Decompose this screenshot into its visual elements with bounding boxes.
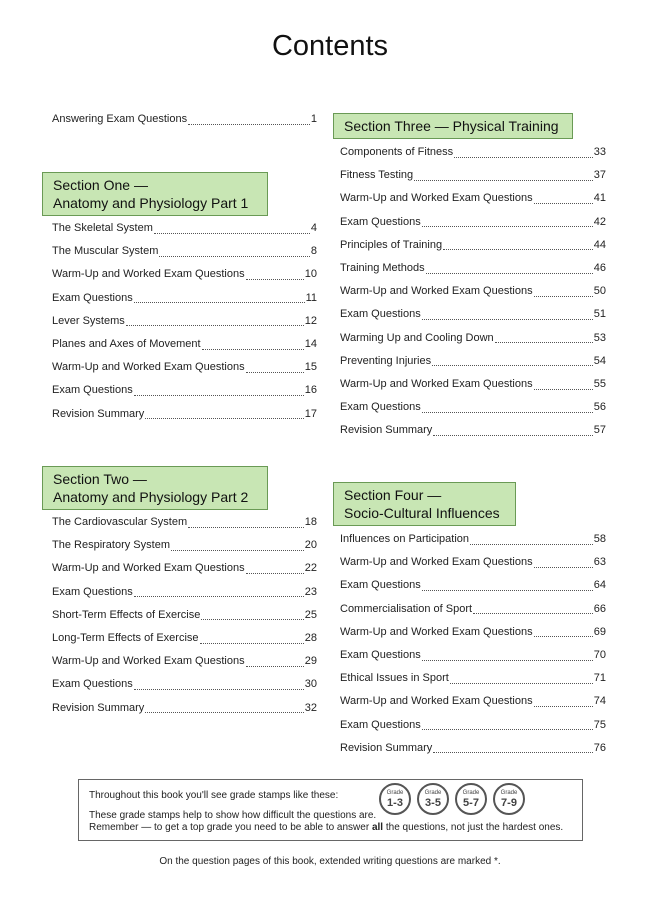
toc-entry[interactable]	[340, 626, 606, 639]
leader-dots	[126, 316, 304, 326]
leader-dots	[414, 171, 593, 181]
toc-entry[interactable]	[52, 315, 317, 328]
toc-entry[interactable]	[340, 672, 606, 685]
toc-entry-page: 41	[593, 192, 606, 205]
toc-entry[interactable]	[52, 384, 317, 397]
toc-entry-label: Planes and Axes of Movement	[52, 338, 201, 350]
toc-entry-label: Preventing Injuries	[340, 354, 432, 367]
leader-dots	[422, 403, 593, 413]
toc-entry-label: Warm-Up and Worked Exam Questions	[52, 361, 245, 374]
toc-entry-page: 22	[304, 562, 317, 575]
section-heading-line: Section Two —	[53, 471, 147, 487]
toc-entry-page: 25	[304, 608, 317, 621]
toc-entry-label: Warming Up and Cooling Down	[340, 331, 494, 344]
leader-dots	[134, 680, 304, 690]
toc-entry-page: 50	[593, 285, 606, 298]
toc-entry-label: The Skeletal System	[52, 222, 153, 234]
leader-dots	[432, 356, 593, 366]
leader-dots	[201, 610, 303, 620]
toc-entry[interactable]	[340, 649, 606, 662]
section-heading-line: Section One —	[53, 177, 148, 193]
grade-stamp-range: 5-7	[463, 796, 479, 809]
toc-entry-page: 37	[593, 169, 606, 182]
leader-dots	[188, 518, 304, 528]
toc-entry-label: Lever Systems	[52, 314, 125, 327]
toc-entry-label: Influences on Participation	[340, 533, 470, 545]
section-one-heading	[42, 172, 268, 216]
toc-entry[interactable]	[52, 408, 317, 421]
toc-entry-label: Exam Questions	[340, 718, 421, 731]
toc-entry-label: Warm-Up and Worked Exam Questions	[340, 285, 533, 298]
toc-entry-label: Ethical Issues in Sport	[340, 672, 449, 685]
grade-stamp-icon	[455, 783, 487, 815]
toc-entry-page: 64	[593, 579, 606, 592]
toc-entry-label: The Cardiovascular System	[52, 516, 188, 528]
toc-entry-page: 20	[304, 539, 317, 552]
toc-entry-label: Answering Exam Questions	[52, 113, 188, 125]
leader-dots	[188, 115, 310, 125]
toc-entry-page: 66	[593, 602, 606, 615]
toc-entry-page: 10	[304, 268, 317, 281]
toc-entry[interactable]	[340, 262, 606, 275]
grade-stamp-word: Grade	[386, 789, 404, 796]
grade-box-emphasis: all	[371, 822, 384, 833]
toc-entry-label: Exam Questions	[52, 384, 133, 397]
toc-entry-page: 8	[310, 245, 317, 258]
toc-entry[interactable]	[340, 239, 606, 252]
grade-stamps	[379, 783, 525, 815]
toc-entry-label: Exam Questions	[340, 401, 421, 414]
toc-entry-page: 18	[304, 516, 317, 528]
grade-stamp-word: Grade	[462, 789, 480, 796]
toc-entry-label: Warm-Up and Worked Exam Questions	[52, 562, 245, 575]
toc-entry-page: 55	[593, 378, 606, 390]
toc-entry[interactable]	[340, 556, 606, 569]
leader-dots	[134, 293, 305, 303]
toc-entry[interactable]	[340, 355, 606, 368]
toc-entry-label: Components of Fitness	[340, 146, 454, 158]
toc-entry-label: Exam Questions	[340, 579, 421, 592]
toc-entry[interactable]	[52, 361, 317, 374]
toc-entry[interactable]	[340, 332, 606, 345]
leader-dots	[422, 310, 593, 320]
toc-entry[interactable]	[340, 424, 606, 437]
toc-entry-page: 32	[304, 701, 317, 714]
toc-entry[interactable]	[340, 378, 606, 391]
grade-stamp-info-box	[78, 779, 583, 841]
leader-dots	[246, 363, 304, 373]
toc-entry[interactable]	[52, 268, 317, 281]
toc-entry-page: 16	[304, 384, 317, 397]
toc-entry[interactable]	[52, 702, 317, 715]
toc-entry-label: Warm-Up and Worked Exam Questions	[52, 268, 245, 281]
toc-entry-label: The Respiratory System	[52, 539, 170, 552]
grade-box-text: the questions, not just the hardest ones.	[383, 822, 564, 833]
toc-entry[interactable]	[340, 285, 606, 298]
toc-entry[interactable]	[340, 216, 606, 229]
toc-entry-label: The Muscular System	[52, 245, 159, 258]
leader-dots	[450, 674, 593, 684]
toc-entry-label: Warm-Up and Worked Exam Questions	[340, 695, 533, 708]
leader-dots	[246, 564, 304, 574]
toc-entry-page: 42	[593, 215, 606, 228]
leader-dots	[202, 340, 304, 350]
leader-dots	[534, 558, 593, 568]
toc-entry-label: Long-Term Effects of Exercise	[52, 632, 199, 644]
toc-entry[interactable]	[340, 401, 606, 414]
toc-entry-label: Exam Questions	[340, 308, 421, 321]
page-title: Contents	[271, 30, 389, 62]
toc-entry-label: Exam Questions	[52, 291, 133, 304]
leader-dots	[154, 224, 310, 234]
toc-entry-page: 46	[593, 262, 606, 274]
toc-entry-label: Exam Questions	[52, 585, 133, 598]
toc-entry[interactable]	[340, 695, 606, 708]
toc-entry[interactable]	[340, 192, 606, 205]
toc-entry-label: Short-Term Effects of Exercise	[52, 608, 201, 621]
toc-entry-page: 57	[593, 424, 606, 437]
toc-entry[interactable]	[52, 338, 317, 351]
toc-entry-label: Revision Summary	[52, 407, 145, 420]
grade-stamp-range: 1-3	[387, 796, 403, 809]
toc-entry-label: Revision Summary	[340, 741, 433, 754]
toc-entry-page: 14	[304, 338, 317, 350]
toc-entry-label: Principles of Training	[340, 238, 443, 251]
toc-entry-page: 12	[304, 314, 317, 327]
grade-stamp-range: 3-5	[425, 796, 441, 809]
toc-entry[interactable]	[52, 222, 317, 235]
leader-dots	[443, 240, 593, 250]
grade-box-line: These grade stamps help to show how difficult the questions are.	[89, 810, 377, 821]
grade-box-text: Remember — to get a top grade you need to be able to answer	[89, 822, 372, 833]
toc-entry-page: 11	[305, 291, 317, 304]
grade-box-line: Throughout this book you'll see grade stamps like these:	[89, 790, 339, 801]
toc-entry[interactable]	[52, 609, 317, 622]
toc-entry-label: Training Methods	[340, 262, 425, 274]
grade-stamp-range: 7-9	[501, 796, 517, 809]
toc-entry-label: Revision Summary	[52, 701, 145, 714]
toc-entry-page: 70	[593, 649, 606, 661]
toc-entry-page: 28	[304, 632, 317, 644]
toc-entry[interactable]	[340, 533, 606, 546]
toc-entry[interactable]	[52, 586, 317, 599]
grade-stamp-icon	[379, 783, 411, 815]
leader-dots	[433, 743, 592, 753]
grade-stamp-icon	[417, 783, 449, 815]
toc-entry[interactable]	[340, 719, 606, 732]
toc-entry-page: 74	[593, 695, 606, 708]
leader-dots	[171, 541, 304, 551]
toc-entry-page: 54	[593, 354, 606, 367]
toc-entry-page: 58	[593, 533, 606, 545]
toc-entry[interactable]	[340, 308, 606, 321]
leader-dots	[145, 409, 303, 419]
leader-dots	[134, 386, 304, 396]
toc-entry[interactable]	[52, 562, 317, 575]
leader-dots	[246, 657, 304, 667]
section-heading-line: Section Three — Physical Training	[344, 118, 559, 134]
section-heading-line: Section Four —	[344, 487, 442, 503]
leader-dots	[534, 194, 593, 204]
toc-entry-page: 75	[593, 718, 606, 731]
toc-entry-label: Exam Questions	[340, 215, 421, 228]
toc-entry[interactable]	[340, 146, 606, 159]
toc-entry-page: 56	[593, 401, 606, 414]
leader-dots	[534, 287, 593, 297]
toc-entry-label: Warm-Up and Worked Exam Questions	[52, 655, 245, 668]
toc-entry[interactable]	[52, 632, 317, 645]
toc-entry-page: 29	[304, 655, 317, 668]
toc-entry-page: 15	[304, 361, 317, 374]
toc-entry[interactable]	[52, 245, 317, 258]
intro-list	[52, 113, 317, 129]
section-heading-line: Anatomy and Physiology Part 2	[53, 489, 249, 505]
toc-entry[interactable]	[52, 678, 317, 691]
leader-dots	[200, 634, 304, 644]
toc-entry-label: Exam Questions	[52, 678, 133, 691]
leader-dots	[422, 581, 593, 591]
grade-stamp-icon	[493, 783, 525, 815]
toc-entry-page: 53	[593, 331, 606, 344]
toc-entry-page: 4	[310, 222, 317, 234]
toc-entry[interactable]	[52, 539, 317, 552]
leader-dots	[426, 264, 593, 274]
toc-entry[interactable]	[52, 655, 317, 668]
toc-entry-page: 30	[304, 678, 317, 691]
toc-entry-label: Warm-Up and Worked Exam Questions	[340, 625, 533, 638]
section-heading-line: Socio-Cultural Influences	[344, 505, 500, 521]
toc-entry-page: 51	[593, 308, 606, 321]
leader-dots	[495, 333, 593, 343]
leader-dots	[534, 697, 593, 707]
grade-stamp-word: Grade	[500, 789, 518, 796]
section-three-heading	[333, 113, 573, 139]
toc-entry-page: 71	[593, 672, 606, 685]
toc-entry-label: Revision Summary	[340, 424, 433, 437]
toc-entry-page: 63	[593, 556, 606, 569]
leader-dots	[145, 703, 303, 713]
toc-entry[interactable]	[340, 579, 606, 592]
toc-entry[interactable]	[340, 603, 606, 616]
leader-dots	[422, 651, 593, 661]
toc-entry-label: Commercialisation of Sport	[340, 602, 473, 615]
leader-dots	[534, 380, 593, 390]
footer-note: On the question pages of this book, extended writing questions are marked *.	[159, 856, 501, 867]
section-two-heading	[42, 466, 268, 510]
toc-entry[interactable]	[52, 516, 317, 529]
section-four-heading	[333, 482, 516, 526]
leader-dots	[470, 535, 593, 545]
toc-entry[interactable]	[340, 169, 606, 182]
toc-entry-label: Warm-Up and Worked Exam Questions	[340, 378, 533, 390]
toc-entry-page: 69	[593, 625, 606, 638]
leader-dots	[422, 217, 593, 227]
toc-entry-page: 23	[304, 585, 317, 598]
leader-dots	[422, 720, 593, 730]
leader-dots	[454, 148, 593, 158]
toc-entry-label: Exam Questions	[340, 649, 421, 661]
toc-entry[interactable]	[340, 742, 606, 755]
leader-dots	[473, 604, 593, 614]
toc-entry-label: Fitness Testing	[340, 169, 414, 182]
toc-entry-label: Warm-Up and Worked Exam Questions	[340, 192, 533, 205]
leader-dots	[134, 587, 304, 597]
toc-entry-page: 33	[593, 146, 606, 158]
toc-entry-page: 1	[310, 113, 317, 125]
leader-dots	[246, 270, 304, 280]
toc-entry-page: 76	[593, 741, 606, 754]
toc-entry[interactable]	[52, 292, 317, 305]
grade-box-line	[89, 822, 563, 833]
toc-entry-page: 17	[304, 407, 317, 420]
toc-entry[interactable]	[52, 113, 317, 126]
grade-stamp-word: Grade	[424, 789, 442, 796]
section-heading-line: Anatomy and Physiology Part 1	[53, 195, 249, 211]
leader-dots	[433, 426, 592, 436]
toc-entry-page: 44	[593, 238, 606, 251]
toc-entry-label: Warm-Up and Worked Exam Questions	[340, 556, 533, 569]
leader-dots	[534, 627, 593, 637]
leader-dots	[159, 247, 310, 257]
